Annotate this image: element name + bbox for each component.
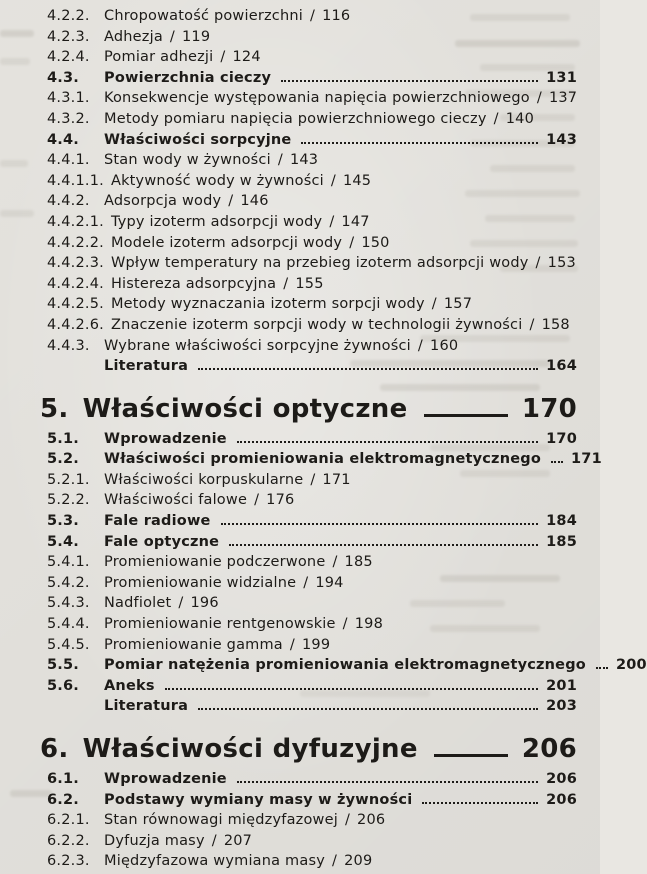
entry-page-number: 160 <box>430 337 459 354</box>
entry-page-number: 147 <box>341 213 370 230</box>
toc-entry <box>47 470 577 491</box>
entry-page-number: 171 <box>322 471 351 488</box>
entry-page-number: 200 <box>615 657 647 674</box>
entry-title: Literatura <box>104 358 189 375</box>
toc-entry <box>47 769 577 790</box>
dotted-leader <box>198 366 538 370</box>
chapter-page-number: 170 <box>521 393 577 424</box>
entry-page-number: 184 <box>546 513 577 530</box>
entry-page-number: 131 <box>546 69 577 86</box>
entry-page-number: 143 <box>546 131 577 148</box>
entry-number: 6.2. <box>47 791 79 808</box>
entry-page-number: 171 <box>571 451 602 468</box>
entry-number: 4.4.2.5. <box>47 296 104 313</box>
entry-title: Dyfuzja masy <box>104 832 205 849</box>
chapter-heading <box>40 732 577 766</box>
entry-title: Modele izoterm adsorpcji wody <box>110 234 343 251</box>
toc-entry <box>47 449 602 470</box>
toc-entry <box>47 88 577 109</box>
entry-title: Fale radiowe <box>104 513 211 530</box>
toc-entry <box>47 47 577 68</box>
toc-entry <box>47 573 577 594</box>
dotted-leader <box>237 779 538 783</box>
entry-number: 4.2.4. <box>47 49 90 66</box>
entry-number: 4.3.2. <box>47 110 90 127</box>
toc-entry <box>47 655 647 676</box>
entry-title: Stan wody w żywności <box>104 152 271 169</box>
page-separator-slash: / <box>493 110 499 127</box>
entry-number: 4.4.1. <box>47 152 90 169</box>
toc-entry <box>47 851 577 872</box>
page-separator-slash: / <box>303 574 309 591</box>
entry-title: Konsekwencje występowania napięcia powierzchniowego <box>104 90 530 107</box>
entry-number: 5.2.1. <box>47 471 90 488</box>
entry-title: Wprowadzenie <box>104 771 227 787</box>
entry-page-number: 124 <box>232 49 261 66</box>
entry-page-number: 206 <box>546 791 577 808</box>
entry-number: 6.1. <box>47 771 79 787</box>
entry-page-number: 209 <box>344 853 373 870</box>
entry-number: 5.2.2. <box>47 492 90 509</box>
dotted-leader <box>281 78 538 82</box>
page-separator-slash: / <box>169 28 175 45</box>
toc-entry <box>47 532 577 553</box>
page-separator-slash: / <box>220 49 226 66</box>
page-separator-slash: / <box>332 853 338 870</box>
entry-page-number: 157 <box>443 296 473 313</box>
showthrough-ghost-text <box>0 58 30 65</box>
toc-entry <box>47 336 577 357</box>
page-separator-slash: / <box>283 275 289 292</box>
page-separator-slash: / <box>529 316 535 333</box>
entry-number: 5.4.1. <box>47 554 90 571</box>
entry-page-number: 194 <box>315 574 344 591</box>
toc-entry <box>47 27 577 48</box>
page-separator-slash: / <box>310 471 316 488</box>
entry-page-number: 176 <box>266 492 295 509</box>
entry-title: Promieniowanie podczerwone <box>104 554 326 571</box>
page-separator-slash: / <box>289 636 295 653</box>
chapter-heading <box>40 392 577 426</box>
entry-page-number: 196 <box>190 595 219 612</box>
entry-number: 5.3. <box>47 513 79 530</box>
page-separator-slash: / <box>228 193 234 210</box>
page-separator-slash: / <box>344 812 351 829</box>
entry-title: Właściwości korpuskularne <box>104 471 304 488</box>
entry-number: 4.4. <box>47 131 79 148</box>
entry-title: Wprowadzenie <box>104 430 227 447</box>
toc-entry <box>47 233 577 254</box>
page-separator-slash: / <box>536 90 542 107</box>
toc-entry <box>47 635 577 656</box>
toc-entry <box>47 593 577 614</box>
toc-entry <box>47 253 577 274</box>
page-separator-slash: / <box>277 152 283 169</box>
entry-title: Właściwości promieniowania elektromagnetycznego <box>104 451 541 468</box>
page-separator-slash: / <box>431 296 437 313</box>
entry-page-number: 201 <box>546 677 577 694</box>
page-separator-slash: / <box>329 213 335 230</box>
entry-page-number: 116 <box>322 8 351 24</box>
entry-number: 6.2.3. <box>47 853 90 870</box>
entry-number: 4.3.1. <box>47 90 90 107</box>
entry-title: Literatura <box>104 698 189 715</box>
dotted-leader <box>301 140 538 144</box>
page-separator-slash: / <box>330 172 336 189</box>
entry-page-number: 206 <box>357 812 386 829</box>
chapter-title: Właściwości dyfuzyjne <box>82 734 418 764</box>
entry-number: 4.2.2. <box>47 8 90 24</box>
entry-title: Promieniowanie widzialne <box>104 574 297 591</box>
dotted-leader <box>165 686 538 690</box>
entry-number: 5.2. <box>47 451 79 468</box>
entry-number: 4.4.2. <box>47 193 90 210</box>
entry-page-number: 185 <box>344 554 373 571</box>
entry-page-number: 150 <box>361 234 390 251</box>
toc-entry <box>47 315 577 336</box>
toc-entry <box>47 6 577 27</box>
entry-number: 5.4.3. <box>47 595 90 612</box>
entry-page-number: 140 <box>505 110 535 127</box>
entry-number: 5.1. <box>47 430 79 447</box>
entry-title: Wybrane właściwości sorpcyjne żywności <box>104 337 411 354</box>
entry-title: Wpływ temperatury na przebieg izoterm adsorpcji wody <box>110 255 529 272</box>
entry-number: 4.4.3. <box>47 337 90 354</box>
toc-entry <box>47 810 577 831</box>
entry-number: 4.4.2.1. <box>47 213 104 230</box>
entry-page-number: 158 <box>541 316 570 333</box>
entry-title: Znaczenie izoterm sorpcji wody w technologii żywności <box>110 316 523 333</box>
entry-title: Międzyfazowa wymiana masy <box>104 853 325 870</box>
page-separator-slash: / <box>211 832 217 849</box>
chapter-page-number: 206 <box>521 734 577 764</box>
entry-page-number: 207 <box>223 832 253 849</box>
toc-entry <box>47 150 577 171</box>
toc-entry <box>47 191 577 212</box>
entry-page-number: 164 <box>546 358 577 375</box>
dotted-leader <box>198 706 538 710</box>
toc-entry <box>47 212 577 233</box>
toc-entry <box>47 294 577 315</box>
toc-entry <box>47 274 577 295</box>
entry-number: 5.4.2. <box>47 574 90 591</box>
entry-title: Adhezja <box>104 28 163 45</box>
toc-entry <box>47 109 577 130</box>
showthrough-ghost-text <box>0 30 34 37</box>
entry-number: 4.2.3. <box>47 28 90 45</box>
toc-entry <box>47 68 577 89</box>
entry-number: 5.5. <box>47 657 79 674</box>
entry-page-number: 119 <box>182 28 211 45</box>
entry-title: Chropowatość powierzchni <box>104 8 303 24</box>
showthrough-ghost-text <box>0 210 34 217</box>
entry-number: 5.6. <box>47 677 79 694</box>
toc-entry <box>47 696 577 717</box>
chapter-rule-line <box>434 754 508 757</box>
dotted-leader <box>237 439 538 443</box>
toc-entry <box>47 831 577 852</box>
entry-page-number: 145 <box>342 172 372 189</box>
entry-title: Pomiar adhezji <box>104 49 214 66</box>
entry-title: Histereza adsorpcyjna <box>110 275 277 292</box>
entry-title: Pomiar natężenia promieniowania elektromagnetycznego <box>104 657 586 674</box>
entry-number: 4.3. <box>47 69 79 86</box>
dotted-leader <box>596 665 608 669</box>
page-separator-slash: / <box>309 8 316 24</box>
entry-page-number: 206 <box>546 771 577 787</box>
toc-entry <box>47 171 577 192</box>
dotted-leader <box>551 459 563 463</box>
chapter-title: Właściwości optyczne <box>82 393 408 424</box>
entry-number: 4.4.2.4. <box>47 275 104 292</box>
entry-number: 4.4.2.2. <box>47 234 104 251</box>
entry-number: 5.4.4. <box>47 616 90 633</box>
entry-page-number: 153 <box>547 255 576 272</box>
entry-title: Podstawy wymiany masy w żywności <box>104 791 413 808</box>
toc-entry <box>47 490 577 511</box>
entry-page-number: 155 <box>295 275 324 292</box>
page-separator-slash: / <box>535 255 541 272</box>
entry-title: Promieniowanie gamma <box>104 636 283 653</box>
toc-entry <box>47 790 577 811</box>
page-separator-slash: / <box>254 492 260 509</box>
toc-entry <box>47 676 577 697</box>
entry-page-number: 137 <box>548 90 578 107</box>
page-separator-slash: / <box>332 554 338 571</box>
entry-number: 5.4.5. <box>47 636 90 653</box>
entry-number: 4.4.2.3. <box>47 255 104 272</box>
toc-entry <box>47 552 577 573</box>
entry-title: Promieniowanie rentgenowskie <box>104 616 336 633</box>
showthrough-ghost-text <box>0 160 28 167</box>
entry-page-number: 170 <box>546 430 577 447</box>
toc-entry <box>47 614 577 635</box>
entry-title: Metody wyznaczania izoterm sorpcji wody <box>110 296 425 313</box>
chapter-rule-line <box>424 414 508 417</box>
entry-number: 4.4.2.6. <box>47 316 104 333</box>
entry-title: Adsorpcja wody <box>104 193 222 210</box>
toc-entry <box>47 356 577 377</box>
entry-page-number: 198 <box>354 616 384 633</box>
entry-page-number: 199 <box>301 636 331 653</box>
entry-title: Powierzchnia cieczy <box>104 69 272 86</box>
entry-title: Fale optyczne <box>104 533 220 550</box>
dotted-leader <box>229 542 538 546</box>
entry-title: Nadfiolet <box>104 595 172 612</box>
entry-title: Właściwości sorpcyjne <box>104 131 292 148</box>
entry-number: 6.2.1. <box>47 812 90 829</box>
toc-entry <box>47 511 577 532</box>
page-separator-slash: / <box>178 595 184 612</box>
entry-title: Stan równowagi międzyfazowej <box>104 812 338 829</box>
entry-title: Typy izoterm adsorpcji wody <box>110 213 323 230</box>
entry-page-number: 143 <box>289 152 319 169</box>
dotted-leader <box>221 521 539 525</box>
entry-number: 4.4.1.1. <box>47 172 104 189</box>
toc-entry <box>47 130 577 151</box>
table-of-contents <box>40 6 647 872</box>
entry-number: 6.2.2. <box>47 832 90 849</box>
entry-title: Metody pomiaru napięcia powierzchniowego cieczy <box>104 110 487 127</box>
entry-page-number: 185 <box>546 533 577 550</box>
entry-title: Aneks <box>104 677 155 694</box>
showthrough-ghost-text <box>10 790 52 797</box>
page-separator-slash: / <box>417 337 424 354</box>
entry-title: Właściwości falowe <box>104 492 248 509</box>
entry-number: 5.4. <box>47 533 79 550</box>
chapter-number: 5. <box>40 393 69 424</box>
entry-title: Aktywność wody w żywności <box>110 172 324 189</box>
entry-page-number: 146 <box>240 193 269 210</box>
dotted-leader <box>422 800 538 804</box>
toc-entry <box>47 429 577 450</box>
page-separator-slash: / <box>342 616 348 633</box>
chapter-number: 6. <box>40 734 69 764</box>
page-separator-slash: / <box>349 234 355 251</box>
entry-page-number: 203 <box>546 698 577 715</box>
